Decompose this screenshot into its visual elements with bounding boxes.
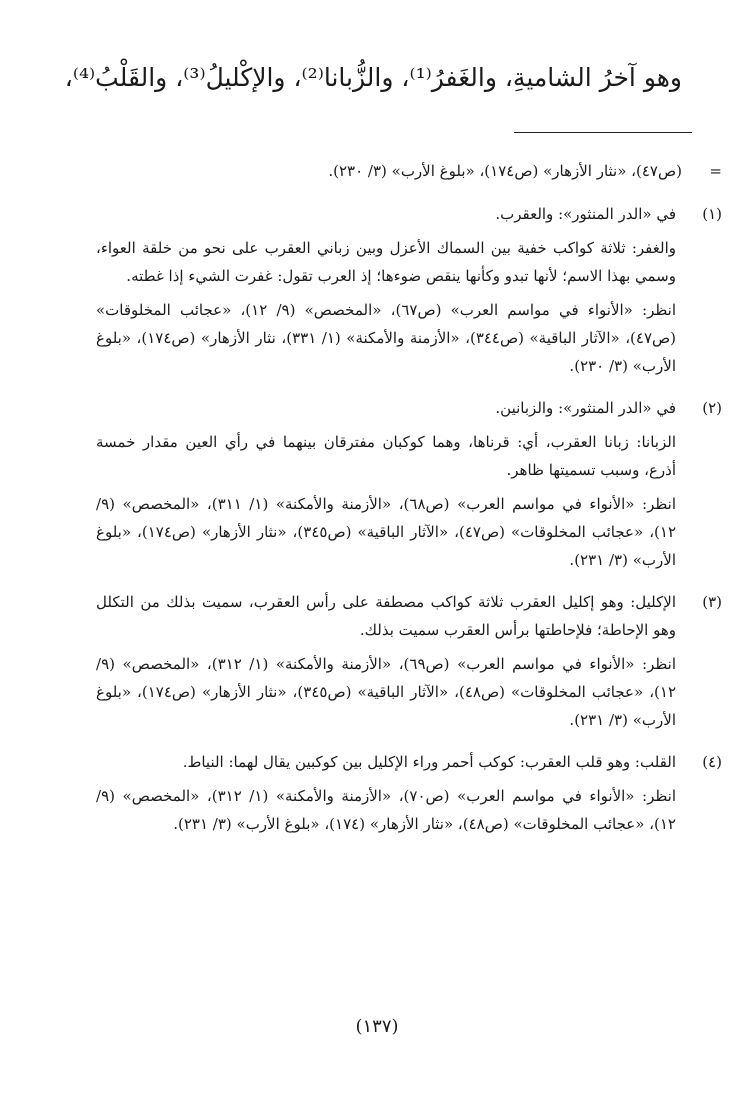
footnote-references: انظر: «الأنواء في مواسم العرب» (ص٦٧)، «المخصص» (٩/ ١٢)، «عجائب المخلوقات» (ص٤٧)، «الآثار الباقية» (ص٣٤٤)، «الأزمنة والأمكنة» (١/ ٣٣١)، نثار الأزهار» (ص١٧٤)، «بلوغ الأرب» (٣/ ٢٣٠). <box>96 301 677 375</box>
footnote-3 <box>62 588 722 740</box>
footnote-4 <box>62 748 722 844</box>
footnote-explanation: الإكليل: وهو إكليل العقرب ثلاثة كواكب مصطفة على رأس العقرب، سميت بذلك من التكلل وهو الإحاطة؛ فلإحاطتها برأس العقرب سميت بذلك. <box>96 593 676 639</box>
footnotes <box>62 200 722 852</box>
footnote-variant: في «الدر المنثور»: والعقرب. <box>495 205 676 223</box>
continuation-mark: = <box>709 162 722 180</box>
footnote-explanation: والغفر: ثلاثة كواكب خفية بين السماك الأعزل وبين زباني العقرب على نحو من خلقة العواء، وسمي بهذا الاسم؛ لأنها تبدو وكأنها ينقص ضوءها؛ إذ العرب تقول: غفرت الشيء إذا غطته. <box>96 239 676 285</box>
footnote-body <box>62 748 676 844</box>
footnote-explanation: القلب: وهو قلب العقرب: كوكب أحمر وراء الإكليل بين كوكبين يقال لهما: النياط. <box>182 753 676 771</box>
footnote-1 <box>62 200 722 386</box>
footnote-number: (٢) <box>702 399 722 417</box>
continuation-text: (ص٤٧)، «نثار الأزهار» (ص١٧٤)، «بلوغ الأرب» (٣/ ٢٣٠). <box>328 162 682 180</box>
footnote-body <box>62 394 676 580</box>
footnote-body <box>62 588 676 740</box>
footnote-number: (٤) <box>702 753 722 771</box>
footnote-2 <box>62 394 722 580</box>
footnote-variant: في «الدر المنثور»: والزبانين. <box>495 399 676 417</box>
page-number: (١٣٧) <box>355 1016 399 1037</box>
footnote-explanation: الزبانا: زبانا العقرب، أي: قرناها، وهما كوكبان مفترقان بينهما في رأي العين مقدار خمسة أذرع، وسبب تسميتها ظاهر. <box>96 433 676 479</box>
footnote-continuation <box>62 158 722 184</box>
footnote-references: انظر: «الأنواء في مواسم العرب» (ص٦٨)، «الأزمنة والأمكنة» (١/ ٣١١)، «المخصص» (٩/ ١٢)، «عجائب المخلوقات» (ص٤٧)، «الآثار الباقية» (ص٣٤٥)، «نثار الأزهار» (ص١٧٤)، «بلوغ الأرب» (٣/ ٢٣١). <box>96 495 677 569</box>
footnote-separator <box>514 132 692 133</box>
footnote-body <box>62 200 676 386</box>
footnote-references: انظر: «الأنواء في مواسم العرب» (ص٧٠)، «الأزمنة والأمكنة» (١/ ٣١٢)، «المخصص» (٩/ ١٢)، «عجائب المخلوقات» (ص٤٨)، «نثار الأزهار» (١٧٤)، «بلوغ الأرب» (٣/ ٢٣١). <box>96 787 676 833</box>
footnote-number: (١) <box>702 205 722 223</box>
footnote-references: انظر: «الأنواء في مواسم العرب» (ص٦٩)، «الأزمنة والأمكنة» (١/ ٣١٢)، «المخصص» (٩/ ١٢)، «عجائب المخلوقات» (ص٤٨)، «الآثار الباقية» (ص٣٤٥)، «نثار الأزهار» (ص١٧٤)، «بلوغ الأرب» (٣/ ٢٣١). <box>96 655 677 729</box>
footnote-number: (٣) <box>702 593 722 611</box>
main-text-line: وهو آخرُ الشاميةِ، والغَفرُ⁽¹⁾، والزُّبانا⁽²⁾، والإكْليلُ⁽³⁾، والقَلْبُ⁽⁴⁾، <box>64 63 682 92</box>
